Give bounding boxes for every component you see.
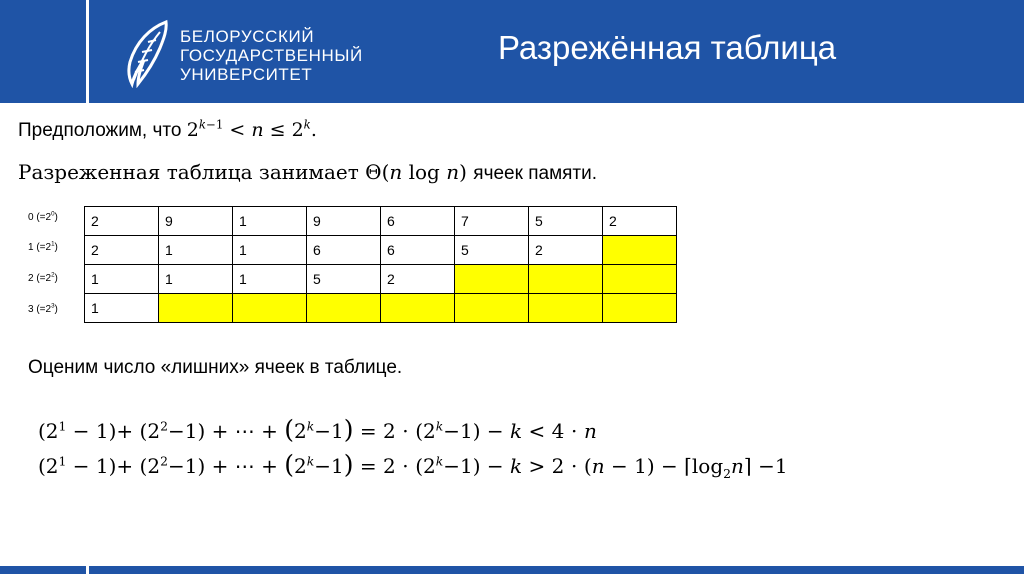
table-row bbox=[85, 236, 677, 265]
assumption-formula: $2^{k-1} < n \le 2^k$. bbox=[186, 117, 317, 141]
empty-cell bbox=[307, 294, 381, 323]
empty-cell bbox=[159, 294, 233, 323]
slide-header bbox=[0, 0, 1024, 103]
table-cell: 1 bbox=[85, 265, 159, 294]
empty-cell bbox=[233, 294, 307, 323]
table-cell: 2 bbox=[603, 207, 677, 236]
empty-cell bbox=[455, 265, 529, 294]
slide-title: Разрежённая таблица bbox=[498, 29, 837, 66]
table-cell: 1 bbox=[233, 207, 307, 236]
memory-text: Разреженная таблица занимает bbox=[18, 160, 359, 184]
table-cell: 2 bbox=[85, 236, 159, 265]
table-cell: 5 bbox=[307, 265, 381, 294]
memory-formula: Θ(n log n) bbox=[365, 160, 467, 184]
lower-bound-formula: $(2^1 - 1)+ (2^2-1)$ + ⋯ + $(2^k-1) = 2 \cdot (2^k-1) - k > 2 \cdot (n - 1)$ − $⌈\log_2n⌉ -1$ bbox=[38, 450, 788, 481]
table-cell: 1 bbox=[159, 236, 233, 265]
footer-divider bbox=[86, 566, 89, 574]
empty-cell bbox=[529, 265, 603, 294]
table-cell: 2 bbox=[381, 265, 455, 294]
memory-line bbox=[18, 160, 597, 185]
assumption-text: Предположим, что bbox=[18, 120, 182, 141]
table-cell: 1 bbox=[233, 236, 307, 265]
table-cell: 6 bbox=[307, 236, 381, 265]
table-cell: 9 bbox=[307, 207, 381, 236]
empty-cell bbox=[603, 265, 677, 294]
upper-bound-formula: $(2^1 - 1)+ (2^2-1)$ + ⋯ + $(2^k-1) = 2 \cdot (2^k-1) - k < 4 \cdot n$ bbox=[38, 415, 597, 444]
table-cell: 9 bbox=[159, 207, 233, 236]
row-label-3: 3 $(=2^3)$ bbox=[28, 302, 58, 315]
table-cell: 2 bbox=[529, 236, 603, 265]
table-cell: 1 bbox=[233, 265, 307, 294]
row-label-2: 2 $(=2^2)$ bbox=[28, 271, 58, 284]
logo-line-2: ГОСУДАРСТВЕННЫЙ bbox=[180, 46, 363, 65]
row-label-1: 1 $(=2^1)$ bbox=[28, 240, 58, 253]
sparse-table bbox=[84, 206, 677, 323]
estimate-line: Оценим число «лишних» ячеек в таблице. bbox=[28, 357, 403, 378]
table-row bbox=[85, 265, 677, 294]
header-divider bbox=[86, 0, 89, 103]
table-cell: 1 bbox=[85, 294, 159, 323]
table-cell: 1 bbox=[159, 265, 233, 294]
table-cell: 5 bbox=[529, 207, 603, 236]
empty-cell bbox=[603, 236, 677, 265]
table-row bbox=[85, 294, 677, 323]
logo-line-3: УНИВЕРСИТЕТ bbox=[180, 65, 313, 84]
table-cell: 7 bbox=[455, 207, 529, 236]
empty-cell bbox=[603, 294, 677, 323]
table-cell: 6 bbox=[381, 207, 455, 236]
empty-cell bbox=[529, 294, 603, 323]
slide-footer bbox=[0, 566, 1024, 574]
empty-cell bbox=[455, 294, 529, 323]
table-row bbox=[85, 207, 677, 236]
memory-suffix: ячеек памяти. bbox=[473, 163, 598, 184]
empty-cell bbox=[381, 294, 455, 323]
table-cell: 6 bbox=[381, 236, 455, 265]
row-label-0: 0 $(=2^0)$ bbox=[28, 210, 58, 223]
logo-line-1: БЕЛОРУССКИЙ bbox=[180, 27, 315, 46]
table-cell: 5 bbox=[455, 236, 529, 265]
university-name bbox=[180, 27, 363, 84]
assumption-line bbox=[18, 119, 317, 142]
university-feather-logo-icon bbox=[120, 18, 176, 88]
table-cell: 2 bbox=[85, 207, 159, 236]
